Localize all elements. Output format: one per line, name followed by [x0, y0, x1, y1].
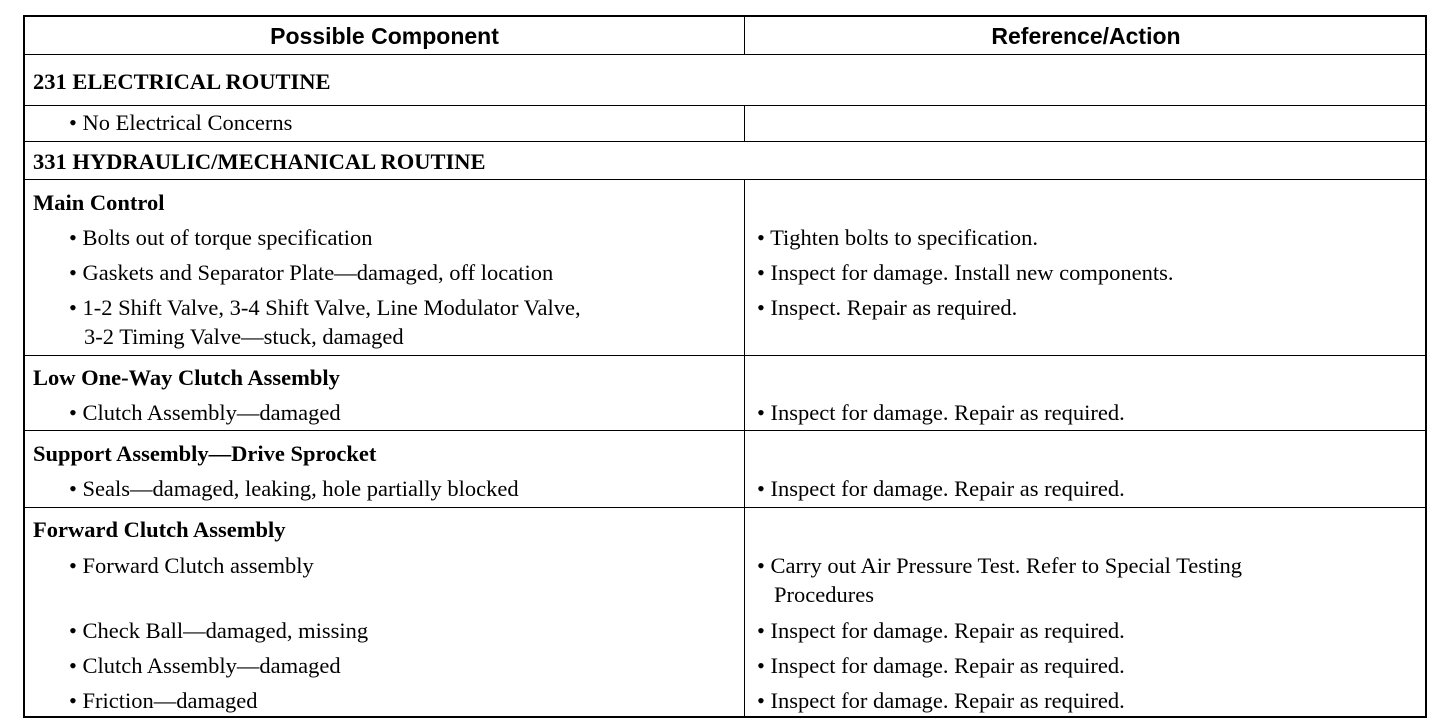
- component-clutch-assembly: • Clutch Assembly—damaged: [69, 400, 341, 425]
- header-possible-component: Possible Component: [270, 23, 499, 49]
- component-friction: • Friction—damaged: [69, 688, 258, 713]
- row-divider: [25, 179, 1425, 180]
- diagnostic-table: [23, 15, 1427, 718]
- row-divider: [25, 355, 1425, 356]
- action-install-new: • Inspect for damage. Install new components.: [757, 260, 1174, 285]
- row-divider: [25, 430, 1425, 431]
- component-shift-valves: • 1-2 Shift Valve, 3-4 Shift Valve, Line Modulator Valve,: [69, 295, 581, 320]
- action-tighten-bolts: • Tighten bolts to specification.: [757, 225, 1038, 250]
- component-bolts: • Bolts out of torque specification: [69, 225, 373, 250]
- group-low-one-way-clutch: Low One-Way Clutch Assembly: [33, 365, 340, 390]
- action-air-pressure-test: • Carry out Air Pressure Test. Refer to Special Testing: [757, 553, 1243, 578]
- item-no-electrical-concerns: • No Electrical Concerns: [69, 110, 293, 135]
- action-inspect-repair: • Inspect for damage. Repair as required.: [757, 653, 1125, 678]
- group-forward-clutch: Forward Clutch Assembly: [33, 517, 286, 542]
- action-inspect-repair: • Inspect for damage. Repair as required.: [757, 688, 1125, 713]
- action-air-pressure-test-cont: Procedures: [774, 582, 874, 607]
- component-seals: • Seals—damaged, leaking, hole partially blocked: [69, 476, 519, 501]
- row-divider: [25, 141, 1425, 142]
- column-divider: [744, 105, 745, 142]
- section-electrical-routine: 231 ELECTRICAL ROUTINE: [33, 69, 331, 94]
- group-main-control: Main Control: [33, 190, 165, 215]
- action-inspect-repair: • Inspect for damage. Repair as required.: [757, 400, 1125, 425]
- section-hydraulic-routine: 331 HYDRAULIC/MECHANICAL ROUTINE: [33, 149, 486, 174]
- component-gaskets: • Gaskets and Separator Plate—damaged, off location: [69, 260, 554, 285]
- action-inspect-repair: • Inspect. Repair as required.: [757, 295, 1018, 320]
- row-divider: [25, 54, 1425, 55]
- column-divider: [744, 17, 745, 55]
- row-divider: [25, 507, 1425, 508]
- column-divider: [744, 179, 745, 718]
- component-clutch-assembly: • Clutch Assembly—damaged: [69, 653, 341, 678]
- group-support-assembly: Support Assembly—Drive Sprocket: [33, 441, 377, 466]
- component-check-ball: • Check Ball—damaged, missing: [69, 618, 369, 643]
- component-forward-clutch: • Forward Clutch assembly: [69, 553, 314, 578]
- action-inspect-repair: • Inspect for damage. Repair as required.: [757, 476, 1125, 501]
- component-shift-valves-cont: 3-2 Timing Valve—stuck, damaged: [84, 324, 404, 349]
- row-divider: [25, 105, 1425, 106]
- action-inspect-repair: • Inspect for damage. Repair as required.: [757, 618, 1125, 643]
- header-reference-action: Reference/Action: [991, 23, 1181, 49]
